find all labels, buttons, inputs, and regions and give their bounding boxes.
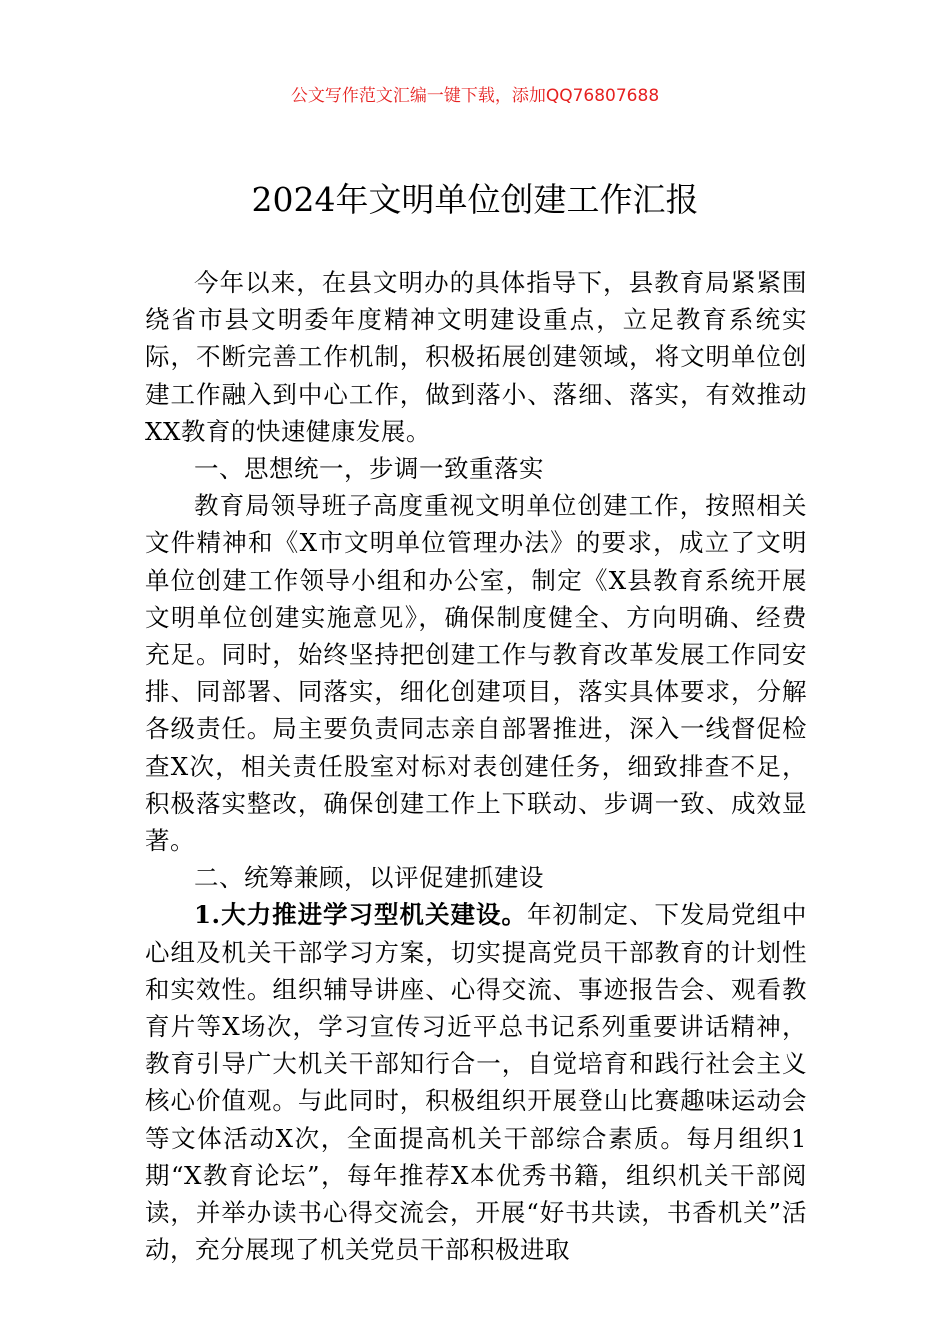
document-title: 2024年文明单位创建工作汇报 bbox=[251, 180, 699, 219]
section-heading-2: 二、统筹兼顾，以评促建抓建设 bbox=[194, 863, 544, 893]
subsection-text: 年初制定、下发局党组中心组及机关干部学习方案，切实提高党员干部教育的计划性和实效性。组织辅导讲座、心得交流、事迹报告会、观看教育片等X场次，学习宣传习近平总书记系列重要讲话精神，教育引导广大机关干部知行合一，自觉培育和践行社会主义核心价值观。与此同时，积极组织开展登山比赛趣味运动会等文体活动X次，全面提高机关干部综合素质。每月组织1期“X教育论坛”，每年推荐X本优秀书籍，组织机关干部阅读，并举办读书心得交流会，开展“好书共读，书香机关”活动，充分展现了机关党员干部积极进取 bbox=[145, 900, 807, 1265]
section-1-paragraph: 教育局领导班子高度重视文明单位创建工作，按照相关文件精神和《X市文明单位管理办法》的要求，成立了文明单位创建工作领导小组和办公室，制定《X县教育系统开展文明单位创建实施意见》，确保制度健全、方向明确、经费充足。同时，始终坚持把创建工作与教育改革发展工作同安排、同部署、同落实，细化创建项目，落实具体要求，分解各级责任。局主要负责同志亲自部署推进，深入一线督促检查X次，相关责任股室对标对表创建任务，细致排查不足，积极落实整改，确保创建工作上下联动、步调一致、成效显著。 bbox=[145, 491, 807, 856]
document-body bbox=[145, 264, 807, 1268]
download-banner: 公文写作范文汇编一键下载，添加QQ76807688 bbox=[290, 86, 660, 106]
intro-paragraph: 今年以来，在县文明办的具体指导下，县教育局紧紧围绕省市县文明委年度精神文明建设重点，立足教育系统实际，不断完善工作机制，积极拓展创建领域，将文明单位创建工作融入到中心工作，做到落小、落细、落实，有效推动XX教育的快速健康发展。 bbox=[145, 268, 807, 446]
section-heading-1: 一、思想统一，步调一致重落实 bbox=[194, 454, 544, 484]
section-2-paragraph bbox=[145, 896, 807, 1268]
subsection-title: 1.大力推进学习型机关建设。 bbox=[194, 900, 528, 930]
